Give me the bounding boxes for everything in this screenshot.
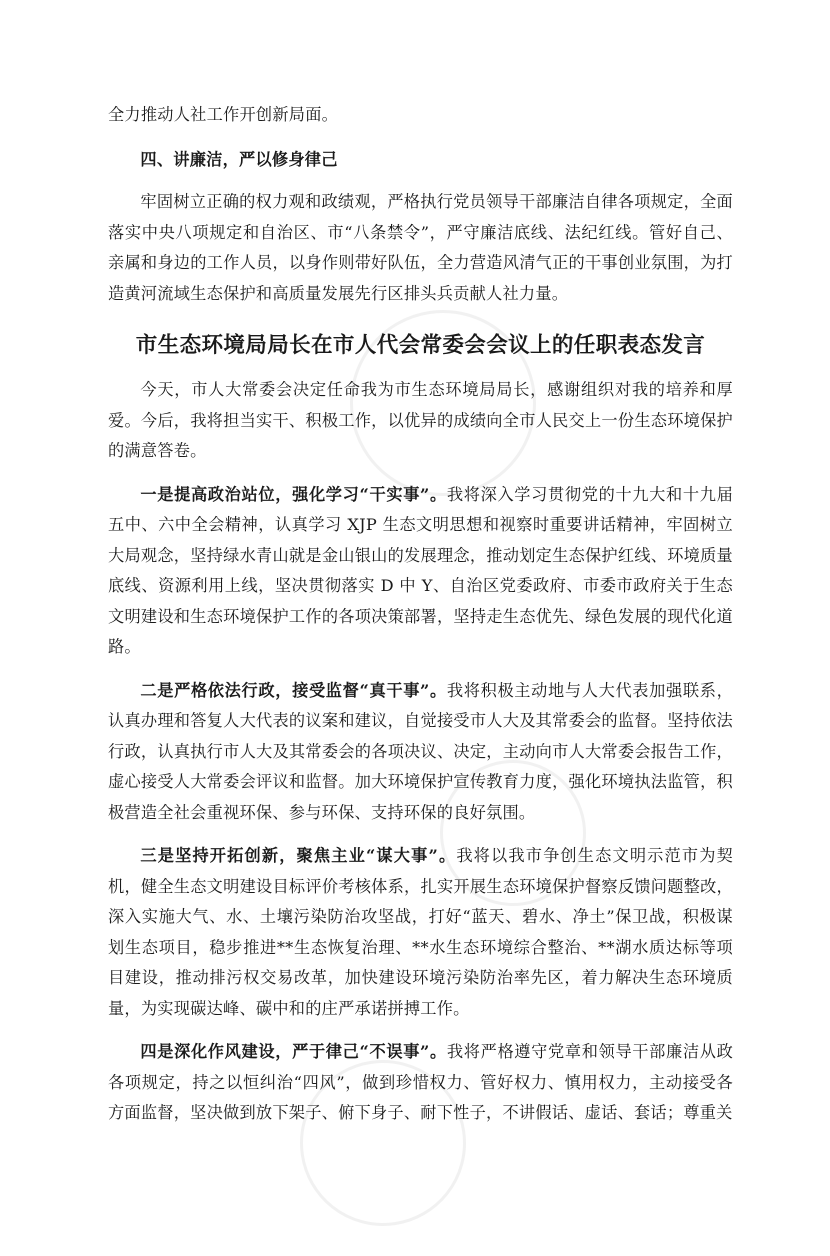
point-paragraph [108, 480, 733, 663]
point-paragraph [108, 841, 733, 1024]
point-text: 我将积极主动地与人大代表加强联系，认真办理和答复人大代表的议案和建议，自觉接受市人大及其常委会的监督。坚持依法行政，认真执行市人大及其常委会的各项决议、决定，主动向市人大常委会报告工作，虚心接受人大常委会评议和监督。加大环境保护宣传教育力度，强化环境执法监管，积极营造全社会重视环保、参与环保、支持环保的良好氛围。 [108, 680, 734, 822]
continuation-paragraph: 全力推动人社工作开创新局面。 [108, 105, 339, 124]
document-body [108, 100, 733, 1129]
speech-title: 市生态环境局局长在市人代会常委会会议上的任职表态发言 [135, 333, 706, 358]
point-lead: 三是坚持开拓创新，聚焦主业“谋大事”。 [140, 846, 457, 865]
point-lead: 四是深化作风建设，严于律己“不误事”。 [140, 1042, 447, 1061]
point-lead: 二是严格依法行政，接受监督“真干事”。 [140, 680, 447, 700]
intro-paragraph: 今天，市人大常委会决定任命我为市生态环境局局长，感谢组织对我的培养和厚爱。今后，我将担当实干、积极工作，以优异的成绩向全市人民交上一份生态环境保护的满意答卷。 [108, 380, 733, 460]
point-paragraph [108, 1037, 733, 1129]
point-text: 我将深入学习贯彻党的十九大和十九届五中、六中全会精神，认真学习 XJP 生态文明思想和视察时重要讲话精神，牢固树立大局观念，坚持绿水青山就是金山银山的发展理念，推动划定生态保护红线、环境质量底线、资源利用上线，坚决贯彻落实 D 中 Y、自治区党委政府、市委市政府关于生态文明建设和生态环境保护工作的各项决策部署，坚持走生态优先、绿色发展的现代化道路。 [108, 484, 734, 656]
point-text: 我将严格遵守党章和领导干部廉洁从政各项规定，持之以恒纠治“四风”，做到珍惜权力、管好权力、慎用权力，主动接受各方面监督，坚决做到放下架子、俯下身子、耐下性子，不讲假话、虚话、套话；尊重关 [108, 1042, 734, 1122]
section-heading: 四、讲廉洁，严以修身律己 [140, 149, 338, 169]
point-text: 我将以我市争创生态文明示范市为契机，健全生态文明建设目标评价考核体系，扎实开展生态环境保护督察反馈问题整改，深入实施大气、水、土壤污染防治攻坚战，打好“蓝天、碧水、净土”保卫战，积极谋划生态项目，稳步推进**生态恢复治理、**水生态环境综合整治、**湖水质达标等项目建设，推动排污权交易改革，加快建设环境污染防治率先区，着力解决生态环境质量，为实现碳达峰、碳中和的庄严承诺拼搏工作。 [108, 846, 734, 1018]
point-lead: 一是提高政治站位，强化学习“干实事”。 [140, 484, 447, 504]
point-paragraph [108, 676, 733, 829]
section-paragraph: 牢固树立正确的权力观和政绩观，严格执行党员领导干部廉洁自律各项规定，全面落实中央八项规定和自治区、市“八条禁令”，严守廉洁底线、法纪红线。管好自己、亲属和身边的工作人员，以身作则带好队伍，全力营造风清气正的干事创业氛围，为打造黄河流域生态保护和高质量发展先行区排头兵贡献人社力量。 [108, 192, 733, 303]
